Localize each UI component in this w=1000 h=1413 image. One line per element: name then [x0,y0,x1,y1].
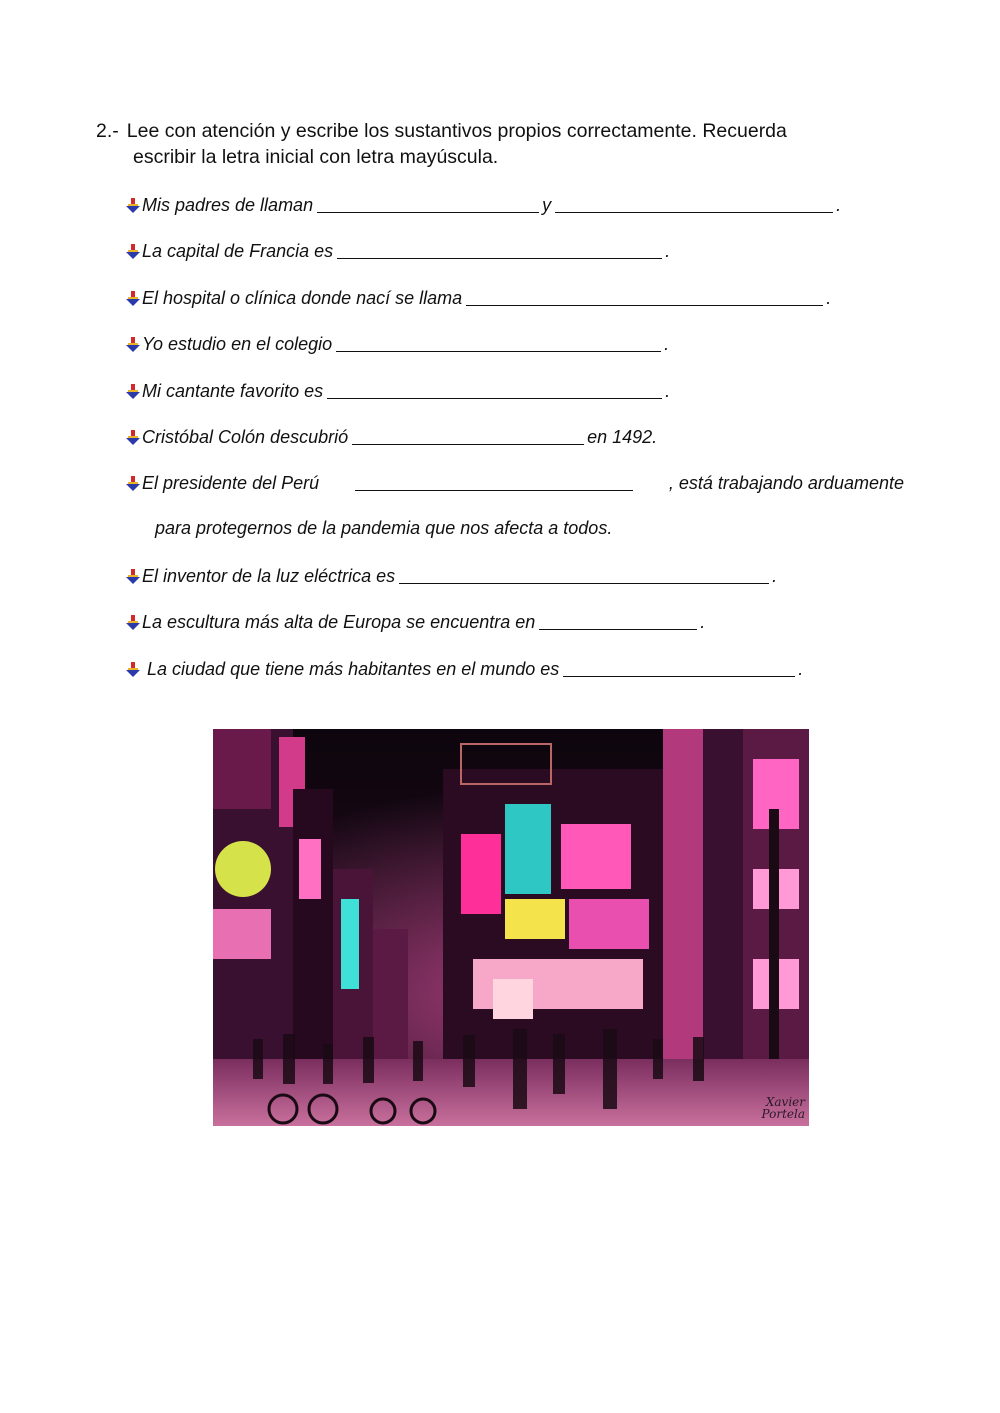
list-item [124,656,803,682]
item-text: Yo estudio en el colegio [142,334,333,354]
item-text: . [826,288,832,308]
arrow-bullet-icon [124,660,142,678]
item-text: , está trabajando arduamente [668,473,904,493]
list-item [124,238,670,264]
item-text: . [772,566,778,586]
answer-blank[interactable] [466,289,823,306]
item-text: Mis padres de llaman [142,195,314,215]
list-item [124,285,831,311]
arrow-bullet-icon [124,335,142,353]
city-night-photo [213,729,809,1126]
answer-blank[interactable] [555,196,833,213]
arrow-bullet-icon [124,428,142,446]
item-continuation: para protegernos de la pandemia que nos afecta a todos. [155,518,613,538]
item-text: El presidente del Perú [142,473,320,493]
answer-blank[interactable] [336,335,661,352]
item-text: en 1492. [587,427,658,447]
arrow-bullet-icon [124,196,142,214]
list-item [124,424,657,450]
item-text: . [700,612,706,632]
arrow-bullet-icon [124,567,142,585]
arrow-bullet-icon [124,242,142,260]
item-text: La ciudad que tiene más habitantes en el mundo es [147,659,560,679]
answer-blank[interactable] [539,613,697,630]
list-item [124,563,777,589]
item-text: Mi cantante favorito es [142,381,324,401]
exercise-instruction [96,118,904,170]
item-text: Cristóbal Colón descubrió [142,427,349,447]
answer-blank[interactable] [352,428,584,445]
answer-blank[interactable] [563,660,795,677]
answer-blank[interactable] [317,196,539,213]
item-text: El hospital o clínica donde nací se llama [142,288,463,308]
item-text: . [665,241,671,261]
list-item [124,378,670,404]
arrow-bullet-icon [124,382,142,400]
list-item [124,470,904,496]
item-text: . [798,659,804,679]
list-item [124,609,705,635]
list-item [124,331,669,357]
item-text: . [665,381,671,401]
item-text: . [836,195,842,215]
arrow-bullet-icon [124,474,142,492]
exercise-number: 2.- [96,120,119,142]
watermark-line-2: Portela [761,1107,805,1121]
answer-blank[interactable] [327,382,662,399]
answer-blank[interactable] [337,242,662,259]
list-item [124,192,841,218]
instruction-line-2: escribir la letra inicial con letra mayúscula. [133,146,499,168]
item-text: La escultura más alta de Europa se encuentra en [142,612,536,632]
arrow-bullet-icon [124,289,142,307]
answer-blank[interactable] [399,567,769,584]
item-text: . [664,334,670,354]
photo-watermark [762,1096,805,1120]
answer-blank[interactable] [355,474,633,491]
item-text: y [542,195,552,215]
arrow-bullet-icon [124,613,142,631]
instruction-line-1: Lee con atención y escribe los sustantivos propios correctamente. Recuerda [126,120,787,142]
item-text: El inventor de la luz eléctrica es [142,566,396,586]
item-text: La capital de Francia es [142,241,334,261]
watermark-line-1: Xavier [765,1095,805,1109]
